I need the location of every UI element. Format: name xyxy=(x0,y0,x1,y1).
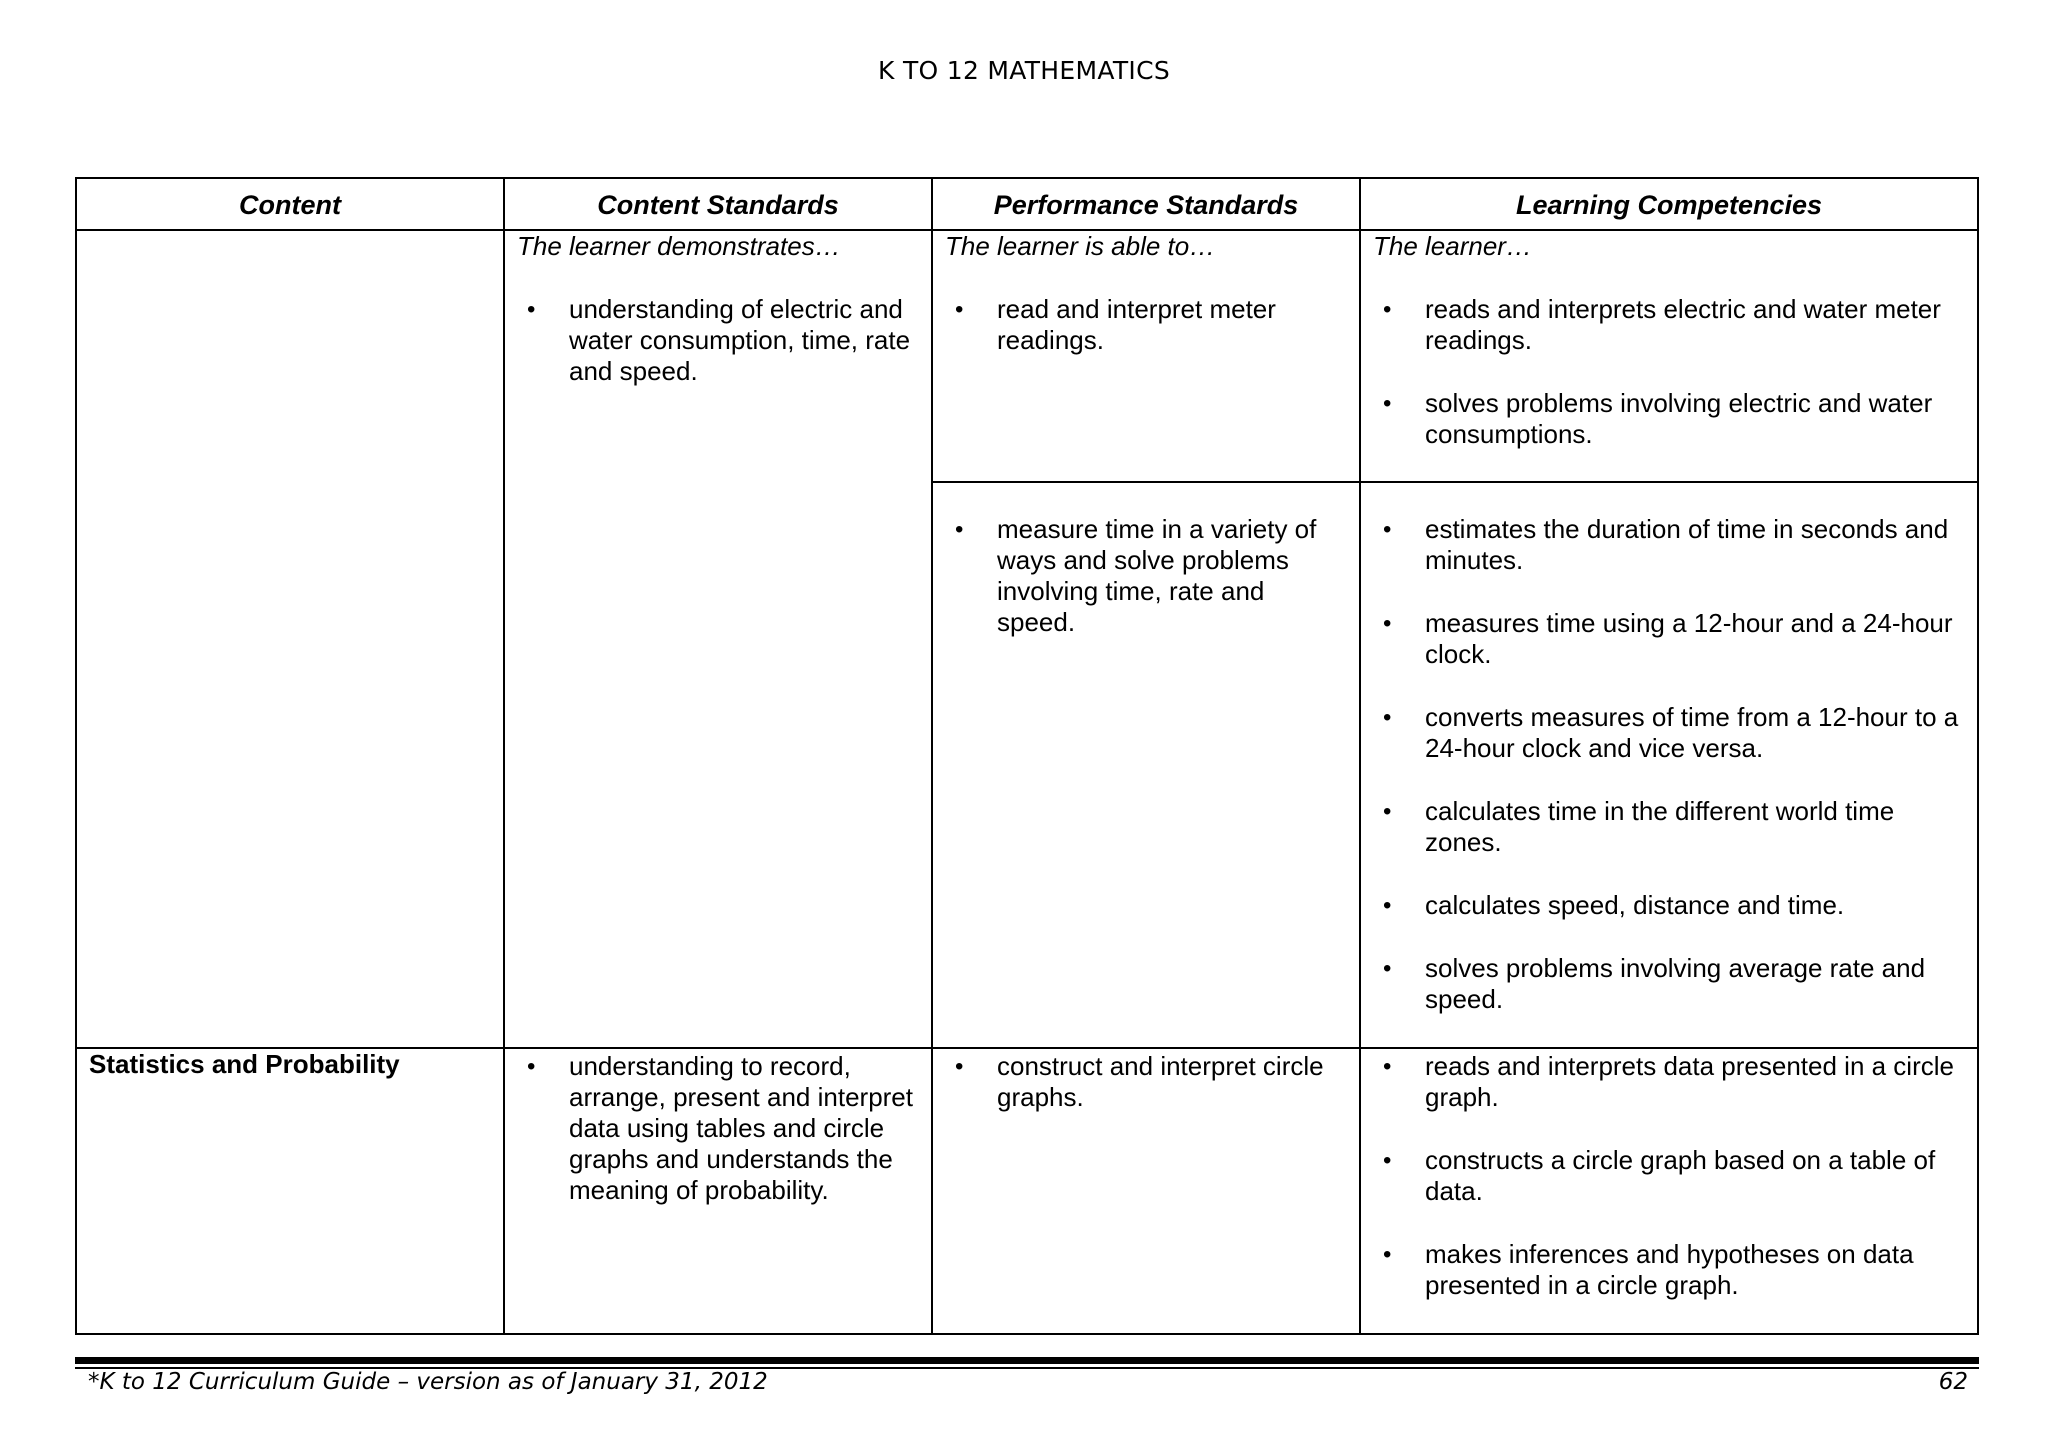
column-header-content: Content xyxy=(239,190,341,220)
performance-standards-statistics xyxy=(945,1051,1349,1113)
intro-content-standards: The learner demonstrates… xyxy=(517,231,841,261)
footer-rule-thick xyxy=(75,1357,1979,1364)
content-standards-statistics xyxy=(517,1051,927,1206)
page-number: 62 xyxy=(1938,1369,1968,1395)
table-border-left xyxy=(75,177,77,1335)
list-item: • construct and interpret circle graphs. xyxy=(945,1051,1349,1113)
list-item: • estimates the duration of time in seconds and minutes. xyxy=(1373,514,1973,576)
list-item: • reads and interprets data presented in a circle graph. xyxy=(1373,1051,1973,1113)
page-header-title: K TO 12 MATHEMATICS xyxy=(878,56,1170,85)
footer-version-note: *K to 12 Curriculum Guide – version as of January 31, 2012 xyxy=(88,1369,768,1395)
intro-performance-standards: The learner is able to… xyxy=(945,231,1216,261)
learning-competencies-statistics xyxy=(1373,1051,1973,1301)
table-border-top xyxy=(75,177,1979,179)
learning-competencies-meter xyxy=(1373,294,1973,450)
list-item: • calculates speed, distance and time. xyxy=(1373,890,1973,921)
content-standards-measurement xyxy=(517,294,927,387)
column-divider-1 xyxy=(503,177,505,1335)
learning-competencies-time xyxy=(1373,514,1973,1015)
table-border-bottom xyxy=(75,1333,1979,1335)
list-item: • makes inferences and hypotheses on data presented in a circle graph. xyxy=(1373,1239,1973,1301)
content-statistics-and-probability: Statistics and Probability xyxy=(89,1049,400,1079)
list-item: • measures time using a 12-hour and a 24-hour clock. xyxy=(1373,608,1973,670)
table-border-right xyxy=(1977,177,1979,1335)
row-divider-time xyxy=(931,481,1979,483)
list-item: • read and interpret meter readings. xyxy=(945,294,1349,356)
list-item: • reads and interprets electric and water meter readings. xyxy=(1373,294,1973,356)
performance-standards-time xyxy=(945,514,1349,638)
column-header-performance-standards: Performance Standards xyxy=(993,190,1299,220)
column-divider-2 xyxy=(931,177,933,1335)
list-item: • solves problems involving electric and water consumptions. xyxy=(1373,388,1973,450)
list-item: • converts measures of time from a 12-hour to a 24-hour clock and vice versa. xyxy=(1373,702,1973,764)
intro-learning-competencies: The learner… xyxy=(1373,231,1532,261)
column-header-learning-competencies: Learning Competencies xyxy=(1515,190,1823,220)
list-item: • constructs a circle graph based on a table of data. xyxy=(1373,1145,1973,1207)
list-item: • understanding to record, arrange, present and interpret data using tables and circle graphs and understands the meaning of probability. xyxy=(517,1051,927,1206)
curriculum-table xyxy=(75,177,1979,1335)
list-item: • measure time in a variety of ways and solve problems involving time, rate and speed. xyxy=(945,514,1349,638)
list-item: • calculates time in the different world time zones. xyxy=(1373,796,1973,858)
column-divider-3 xyxy=(1359,177,1361,1335)
column-header-content-standards: Content Standards xyxy=(597,190,839,220)
performance-standards-meter xyxy=(945,294,1349,356)
list-item: • understanding of electric and water consumption, time, rate and speed. xyxy=(517,294,927,387)
list-item: • solves problems involving average rate and speed. xyxy=(1373,953,1973,1015)
